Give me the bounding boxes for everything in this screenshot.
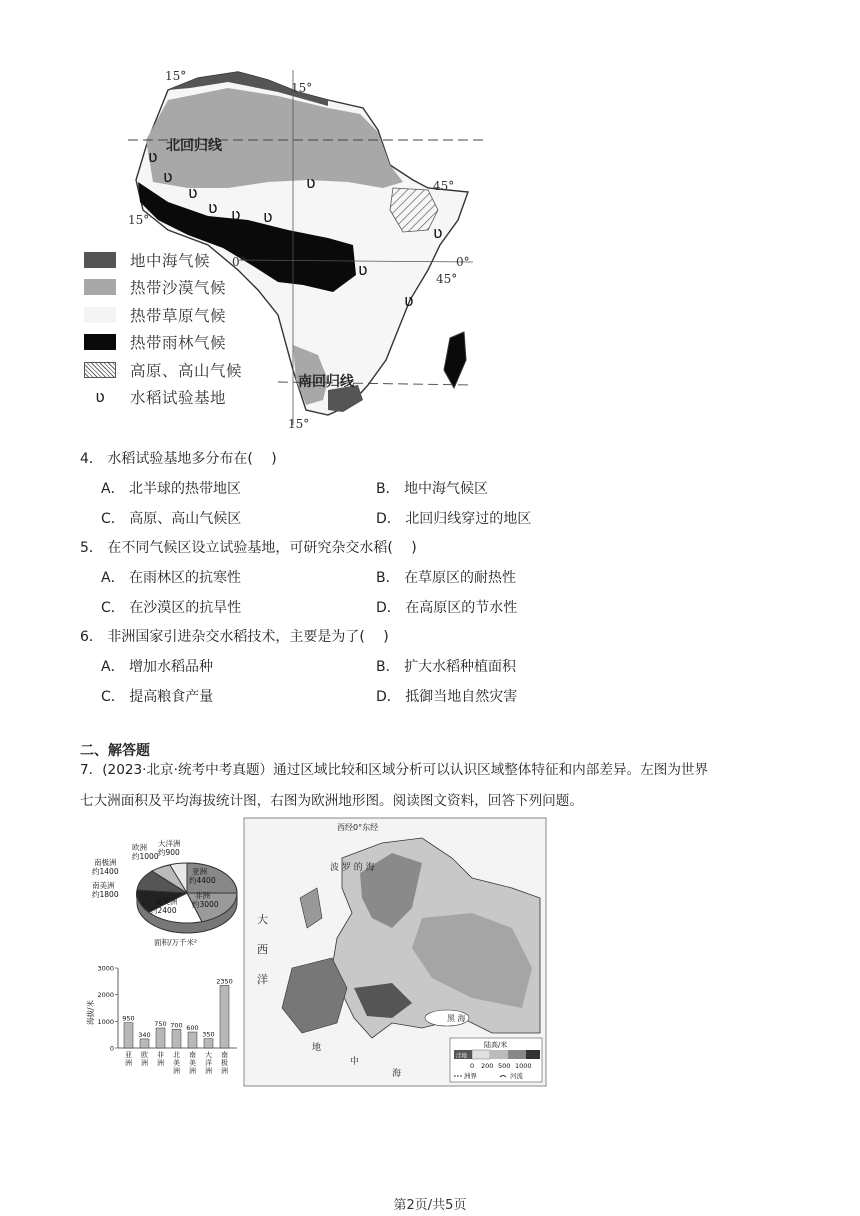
terrain-legend (450, 1038, 542, 1082)
map-label-15: 15° (165, 69, 187, 83)
bar-value-label: 2350 (216, 977, 233, 986)
svg-text:黑 海: 黑 海 (447, 1014, 466, 1023)
svg-text:ʋ: ʋ (163, 167, 173, 186)
svg-text:南美洲: 南美洲 (92, 881, 115, 890)
option-c[interactable]: C． 在沙漠区的抗旱性 (101, 600, 242, 616)
svg-text:0: 0 (470, 1062, 475, 1070)
category-label: 南 (189, 1051, 196, 1059)
europe-terrain-map (244, 818, 546, 1086)
svg-text:西经0°东经: 西经0°东经 (337, 823, 379, 832)
category-label: 南 (221, 1051, 228, 1059)
svg-text:非洲: 非洲 (195, 891, 210, 900)
option-c[interactable]: C． 高原、高山气候区 (101, 511, 242, 527)
option-b[interactable]: B． 在草原区的耐热性 (376, 570, 517, 586)
category-label: 洲 (221, 1067, 228, 1075)
category-label: 洲 (157, 1059, 164, 1067)
option-b[interactable]: B． 地中海气候区 (376, 481, 489, 497)
svg-text:大洋洲: 大洋洲 (158, 839, 181, 848)
svg-text:海: 海 (392, 1069, 402, 1079)
svg-text:0°: 0° (456, 255, 470, 269)
bar (140, 1039, 149, 1048)
map-legend (84, 246, 284, 411)
bar (172, 1029, 181, 1048)
elevation-bar-chart (85, 965, 237, 1076)
option-a[interactable]: A． 增加水稻品种 (101, 659, 214, 675)
svg-text:0°: 0° (232, 255, 246, 269)
bar (220, 985, 229, 1048)
category-label: 洲 (173, 1067, 180, 1075)
page-footer: 第2页/共5页 (393, 1198, 467, 1213)
svg-text:大: 大 (257, 913, 268, 926)
svg-text:波 罗 的 海: 波 罗 的 海 (330, 863, 375, 873)
bar-value-label: 350 (202, 1030, 215, 1039)
y-tick-label: 3000 (97, 964, 114, 973)
svg-text:ʋ: ʋ (263, 207, 273, 226)
svg-text:ʋ: ʋ (231, 205, 241, 224)
category-label: 极 (221, 1059, 228, 1067)
y-tick-label: 2000 (97, 991, 114, 1000)
bar-value-label: 700 (170, 1021, 183, 1030)
svg-text:地: 地 (312, 1043, 322, 1053)
question-7-line-2: 七大洲面积及平均海拔统计图，右图为欧洲地形图。阅读图文资料，回答下列问题。 (80, 793, 583, 809)
legend-item: 热带沙漠气候 (84, 274, 284, 302)
question-7-line-1: 7．(2023·北京·统考中考真题）通过区域比较和区域分析可以认识区域整体特征和内部差异。左图为世界 (80, 762, 709, 778)
svg-text:约1000: 约1000 (132, 852, 159, 861)
svg-text:ʋ: ʋ (358, 260, 368, 279)
svg-text:ʋ: ʋ (404, 291, 414, 310)
option-c[interactable]: C． 提高粮食产量 (101, 689, 214, 705)
bar-value-label: 750 (154, 1020, 167, 1028)
svg-text:西: 西 (257, 943, 268, 956)
section-title: 二、解答题 (80, 743, 150, 759)
category-label: 洋 (205, 1059, 212, 1067)
question-4: 4． 水稻试验基地多分布在( ) (80, 451, 277, 467)
svg-text:欧洲: 欧洲 (132, 843, 147, 852)
svg-text:15°: 15° (128, 213, 150, 227)
legend-item: 高原、高山气候 (84, 356, 284, 384)
bar-value-label: 950 (122, 1014, 135, 1023)
rice-icon: ʋ (95, 387, 105, 407)
question-6: 6． 非洲国家引进杂交水稻技术，主要是为了( ) (80, 629, 389, 645)
bar-value-label: 600 (186, 1024, 199, 1032)
svg-text:15°: 15° (291, 81, 313, 95)
svg-text:200: 200 (481, 1062, 494, 1070)
svg-text:ʋ: ʋ (306, 173, 316, 192)
svg-text:河流: 河流 (510, 1072, 523, 1080)
svg-text:45°: 45° (433, 179, 455, 193)
bar (204, 1039, 213, 1048)
category-label: 洲 (205, 1067, 212, 1075)
legend-item: 热带雨林气候 (84, 329, 284, 357)
option-d[interactable]: D． 北回归线穿过的地区 (376, 511, 532, 527)
svg-text:15°: 15° (288, 417, 310, 431)
svg-text:洋: 洋 (257, 973, 268, 986)
question-5: 5． 在不同气候区设立试验基地，可研究杂交水稻( ) (80, 540, 417, 556)
svg-text:500: 500 (498, 1062, 511, 1070)
svg-text:南极洲: 南极洲 (94, 858, 117, 867)
svg-text:ʋ: ʋ (433, 223, 443, 242)
category-label: 洲 (141, 1059, 148, 1067)
svg-text:约1400: 约1400 (92, 867, 119, 876)
svg-text:约1800: 约1800 (92, 890, 119, 899)
category-label: 亚 (125, 1051, 132, 1059)
option-d[interactable]: D． 在高原区的节水性 (376, 600, 518, 616)
option-a[interactable]: A． 在雨林区的抗寒性 (101, 570, 242, 586)
svg-text:约900: 约900 (158, 848, 180, 857)
area-pie-chart (136, 863, 237, 933)
option-a[interactable]: A． 北半球的热带地区 (101, 481, 242, 497)
category-label: 洲 (189, 1067, 196, 1075)
svg-text:洼地: 洼地 (456, 1053, 468, 1060)
svg-text:约2400: 约2400 (150, 906, 177, 915)
svg-text:ʋ: ʋ (208, 198, 218, 217)
bar (156, 1028, 165, 1048)
svg-text:ʋ: ʋ (148, 147, 158, 166)
category-label: 北 (173, 1051, 180, 1059)
y-axis-label: 海拔/米 (86, 999, 95, 1025)
option-d[interactable]: D． 抵御当地自然灾害 (376, 689, 518, 705)
pie-label-asia: 亚洲 (192, 867, 207, 876)
continents-and-europe-figure (86, 818, 547, 1086)
bar-value-label: 340 (138, 1030, 151, 1039)
category-label: 洲 (125, 1059, 132, 1067)
north-tropic-label: 北回归线 (166, 138, 222, 154)
svg-text:陆高/米: 陆高/米 (484, 1041, 508, 1049)
legend-item: 热带草原气候 (84, 301, 284, 329)
svg-text:1000: 1000 (515, 1062, 532, 1070)
legend-item: 地中海气候 (84, 246, 284, 274)
category-label: 大 (205, 1051, 212, 1059)
svg-text:约3000: 约3000 (192, 900, 219, 909)
bar (124, 1023, 133, 1048)
legend-item: ʋ 水稻试验基地 (84, 384, 284, 412)
category-label: 欧 (141, 1051, 148, 1059)
svg-text:洲界: 洲界 (464, 1072, 477, 1080)
category-label: 非 (157, 1051, 164, 1059)
y-tick-label: 0 (109, 1044, 114, 1053)
svg-text:ʋ: ʋ (188, 183, 198, 202)
category-label: 美 (173, 1059, 180, 1067)
svg-text:中: 中 (350, 1057, 360, 1067)
svg-text:约4400: 约4400 (189, 876, 216, 885)
svg-text:北美洲: 北美洲 (155, 897, 178, 906)
south-tropic-label: 南回归线 (298, 374, 354, 390)
bar (188, 1032, 197, 1048)
category-label: 美 (189, 1059, 196, 1067)
svg-text:45°: 45° (436, 272, 458, 286)
pie-caption: 面积/万千米² (154, 938, 198, 947)
option-b[interactable]: B． 扩大水稻种植面积 (376, 659, 517, 675)
y-tick-label: 1000 (97, 1017, 114, 1026)
